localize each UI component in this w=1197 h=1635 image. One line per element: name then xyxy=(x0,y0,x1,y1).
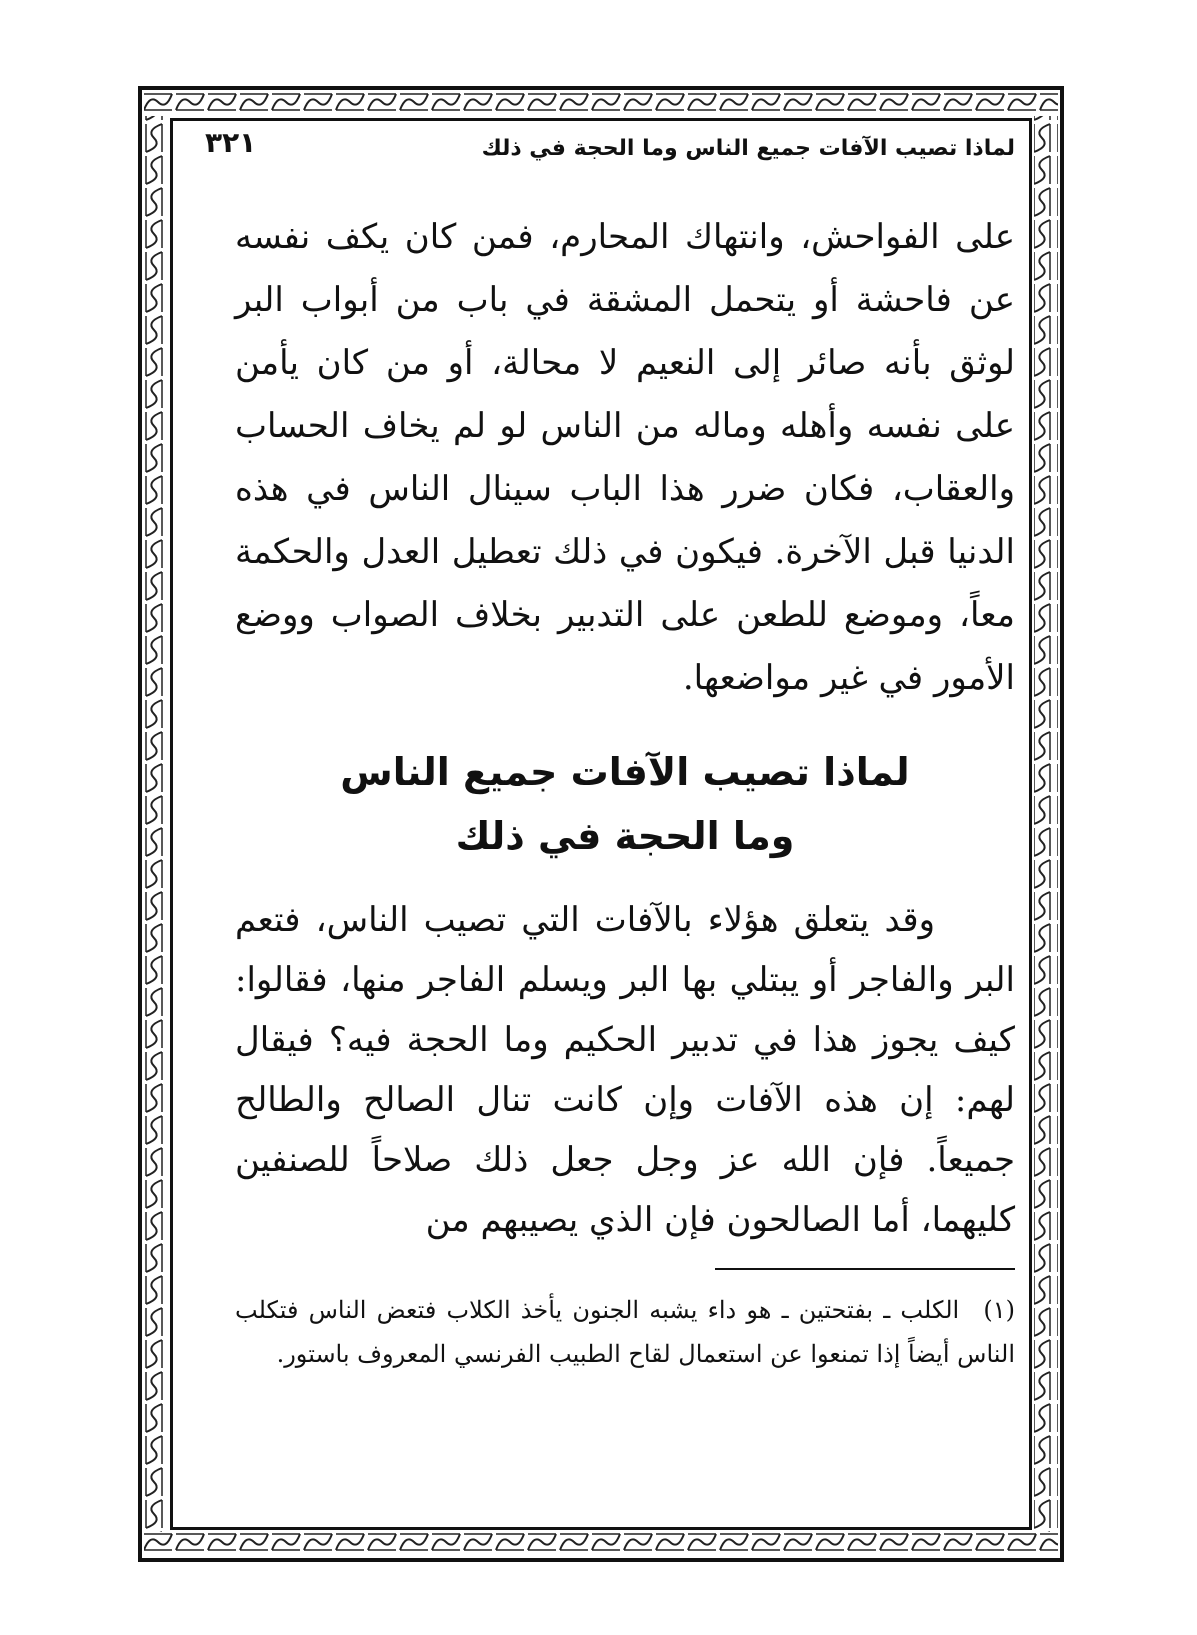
heading-line-1: لماذا تصيب الآفات جميع الناس xyxy=(340,750,910,794)
footnote xyxy=(235,1288,1015,1376)
running-head xyxy=(185,126,1015,166)
section-heading xyxy=(235,740,1015,868)
page-number: ٣٢١ xyxy=(205,126,257,159)
body-paragraph-2 xyxy=(235,890,1015,1250)
body-paragraph-1 xyxy=(235,206,1015,710)
footnote-text: الكلب ـ بفتحتين ـ هو داء يشبه الجنون يأخذ الكلاب فتعض الناس فتكلب الناس أيضاً إذا تمنعوا عن استعمال لقاح الطبيب الفرنسي المعروف باستور. xyxy=(235,1296,1015,1368)
paragraph-text: على الفواحش، وانتهاك المحارم، فمن كان يكف نفسه عن فاحشة أو يتحمل المشقة في باب من أبواب البر لوثق بأنه صائر إلى النعيم لا محالة، أو من كان يأمن على نفسه وأهله وماله من الناس لو لم يخاف الحساب والعقاب، فكان ضرر هذا الباب سينال الناس في هذه الدنيا قبل الآخرة. فيكون في ذلك تعطيل العدل والحكمة معاً، وموضع للطعن على التدبير بخلاف الصواب ووضع الأمور في غير مواضعها. xyxy=(235,217,1015,698)
paragraph-text: وقد يتعلق هؤلاء بالآفات التي تصيب الناس، فتعم البر والفاجر أو يبتلي بها البر ويسلم الفاجر منها، فقالوا: كيف يجوز هذا في تدبير الحكيم وما الحجة فيه؟ فيقال لهم: إن هذه الآفات وإن كانت تنال الصالح والطالح جميعاً. فإن الله عز وجل جعل ذلك صلاحاً للصنفين كليهما، أما الصالحون فإن الذي يصيبهم من xyxy=(235,900,1015,1240)
heading-line-2: وما الحجة في ذلك xyxy=(455,814,795,858)
running-title: لماذا تصيب الآفات جميع الناس وما الحجة في ذلك xyxy=(481,136,1015,161)
footnote-divider xyxy=(715,1268,1015,1270)
footnote-marker: (١) xyxy=(983,1296,1015,1324)
